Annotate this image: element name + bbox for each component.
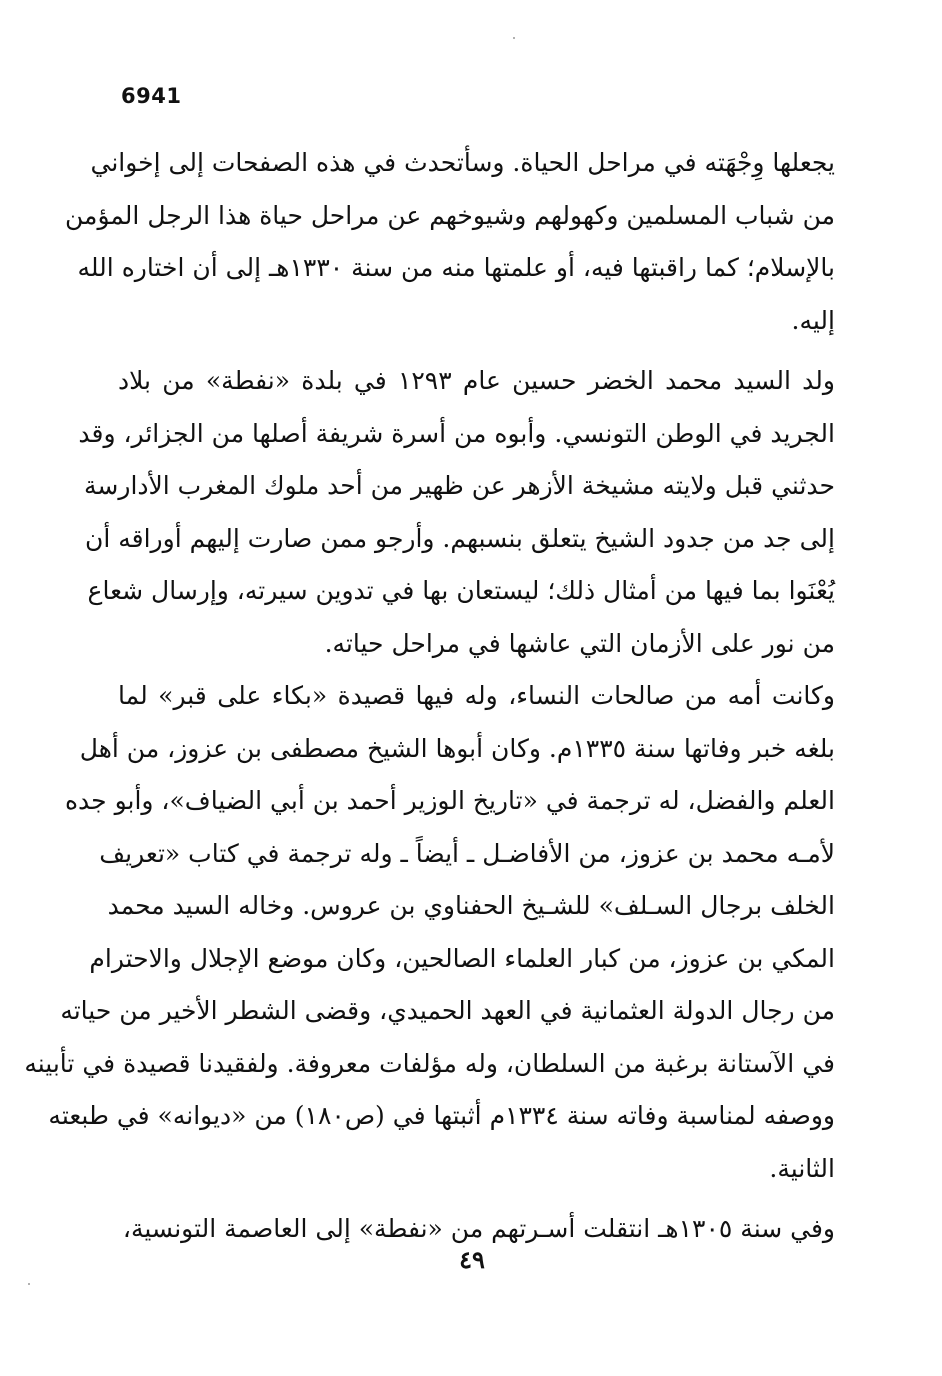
paragraph	[65, 137, 835, 347]
text-line: إلى جد من جدود الشيخ يتعلق بنسبهم. وأرجو ممن صارت إليهم أوراقه أن	[85, 523, 835, 553]
text-line: بلغه خبر وفاتها سنة ١٣٣٥م. وكان أبوها الشيخ مصطفى بن عزوز، من أهل	[79, 733, 835, 763]
text-line: الجريد في الوطن التونسي. وأبوه من أسرة شريفة أصلها من الجزائر، وقد	[78, 418, 835, 448]
text-line: من شباب المسلمين وكهولهم وشيوخهم عن مراحل حياة هذا الرجل المؤمن	[65, 200, 835, 230]
text-line: في الآستانة برغبة من السلطان، وله مؤلفات معروفة. ولفقيدنا قصيدة في تأبينه	[24, 1048, 835, 1078]
text-line: العلم والفضل، له ترجمة في «تاريخ الوزير أحمد بن أبي الضياف»، وأبو جده	[64, 786, 835, 815]
text-line: الثانية.	[769, 1153, 835, 1183]
text-line: حدثني قبل ولايته مشيخة الأزهر عن ظهير من أحد ملوك المغرب الأدارسة	[84, 471, 835, 500]
text-line: من رجال الدولة العثمانية في العهد الحميدي، وقضى الشطر الأخير من حياته	[60, 996, 835, 1025]
text-line: ووصفه لمناسبة وفاته سنة ١٣٣٤م أثبتها في (ص١٨٠) من «ديوانه» في طبعته	[48, 1101, 835, 1130]
text-line: يُعْنَوا بما فيها من أمثال ذلك؛ ليستعان بها في تدوين سيرته، وإرسال شعاع	[87, 576, 835, 605]
page-number-bottom: ٤٩	[459, 1245, 485, 1274]
text-line: ولد السيد محمد الخضر حسين عام ١٢٩٣ في بلدة «نفطة» من بلاد	[118, 366, 835, 395]
paragraph	[24, 670, 835, 1195]
text-line: لأمـه محمد بن عزوز، من الأفاضـل ـ أيضاً ـ وله ترجمة في كتاب «تعريف	[99, 838, 835, 868]
text-line: الخلف برجال السـلف» للشـيخ الحفناوي بن عروس. وخاله السيد محمد	[107, 891, 835, 920]
paragraph	[78, 355, 835, 670]
text-line: يجعلها وِجْهَته في مراحل الحياة. وسأتحدث في هذه الصفحات إلى إخواني	[90, 148, 835, 177]
body-text	[24, 137, 835, 1256]
page-number-top: 6941	[121, 84, 182, 108]
scan-speck	[28, 1283, 30, 1285]
text-line: وكانت أمه من صالحات النساء، وله فيها قصيدة «بكاء على قبر» لما	[118, 681, 835, 710]
text-line: المكي بن عزوز، من كبار العلماء الصالحين، وكان موضع الإجلال والاحترام	[89, 943, 835, 973]
scan-speck	[513, 37, 515, 39]
text-line: وفي سنة ١٣٠٥هـ انتقلت أسـرتهم من «نفطة» إلى العاصمة التونسية،	[122, 1214, 835, 1243]
text-line: من نور على الأزمان التي عاشها في مراحل حياته.	[324, 628, 835, 658]
text-line: إليه.	[791, 305, 835, 335]
text-line: بالإسلام؛ كما راقبتها فيه، أو علمتها منه من سنة ١٣٣٠هـ إلى أن اختاره الله	[77, 253, 835, 282]
